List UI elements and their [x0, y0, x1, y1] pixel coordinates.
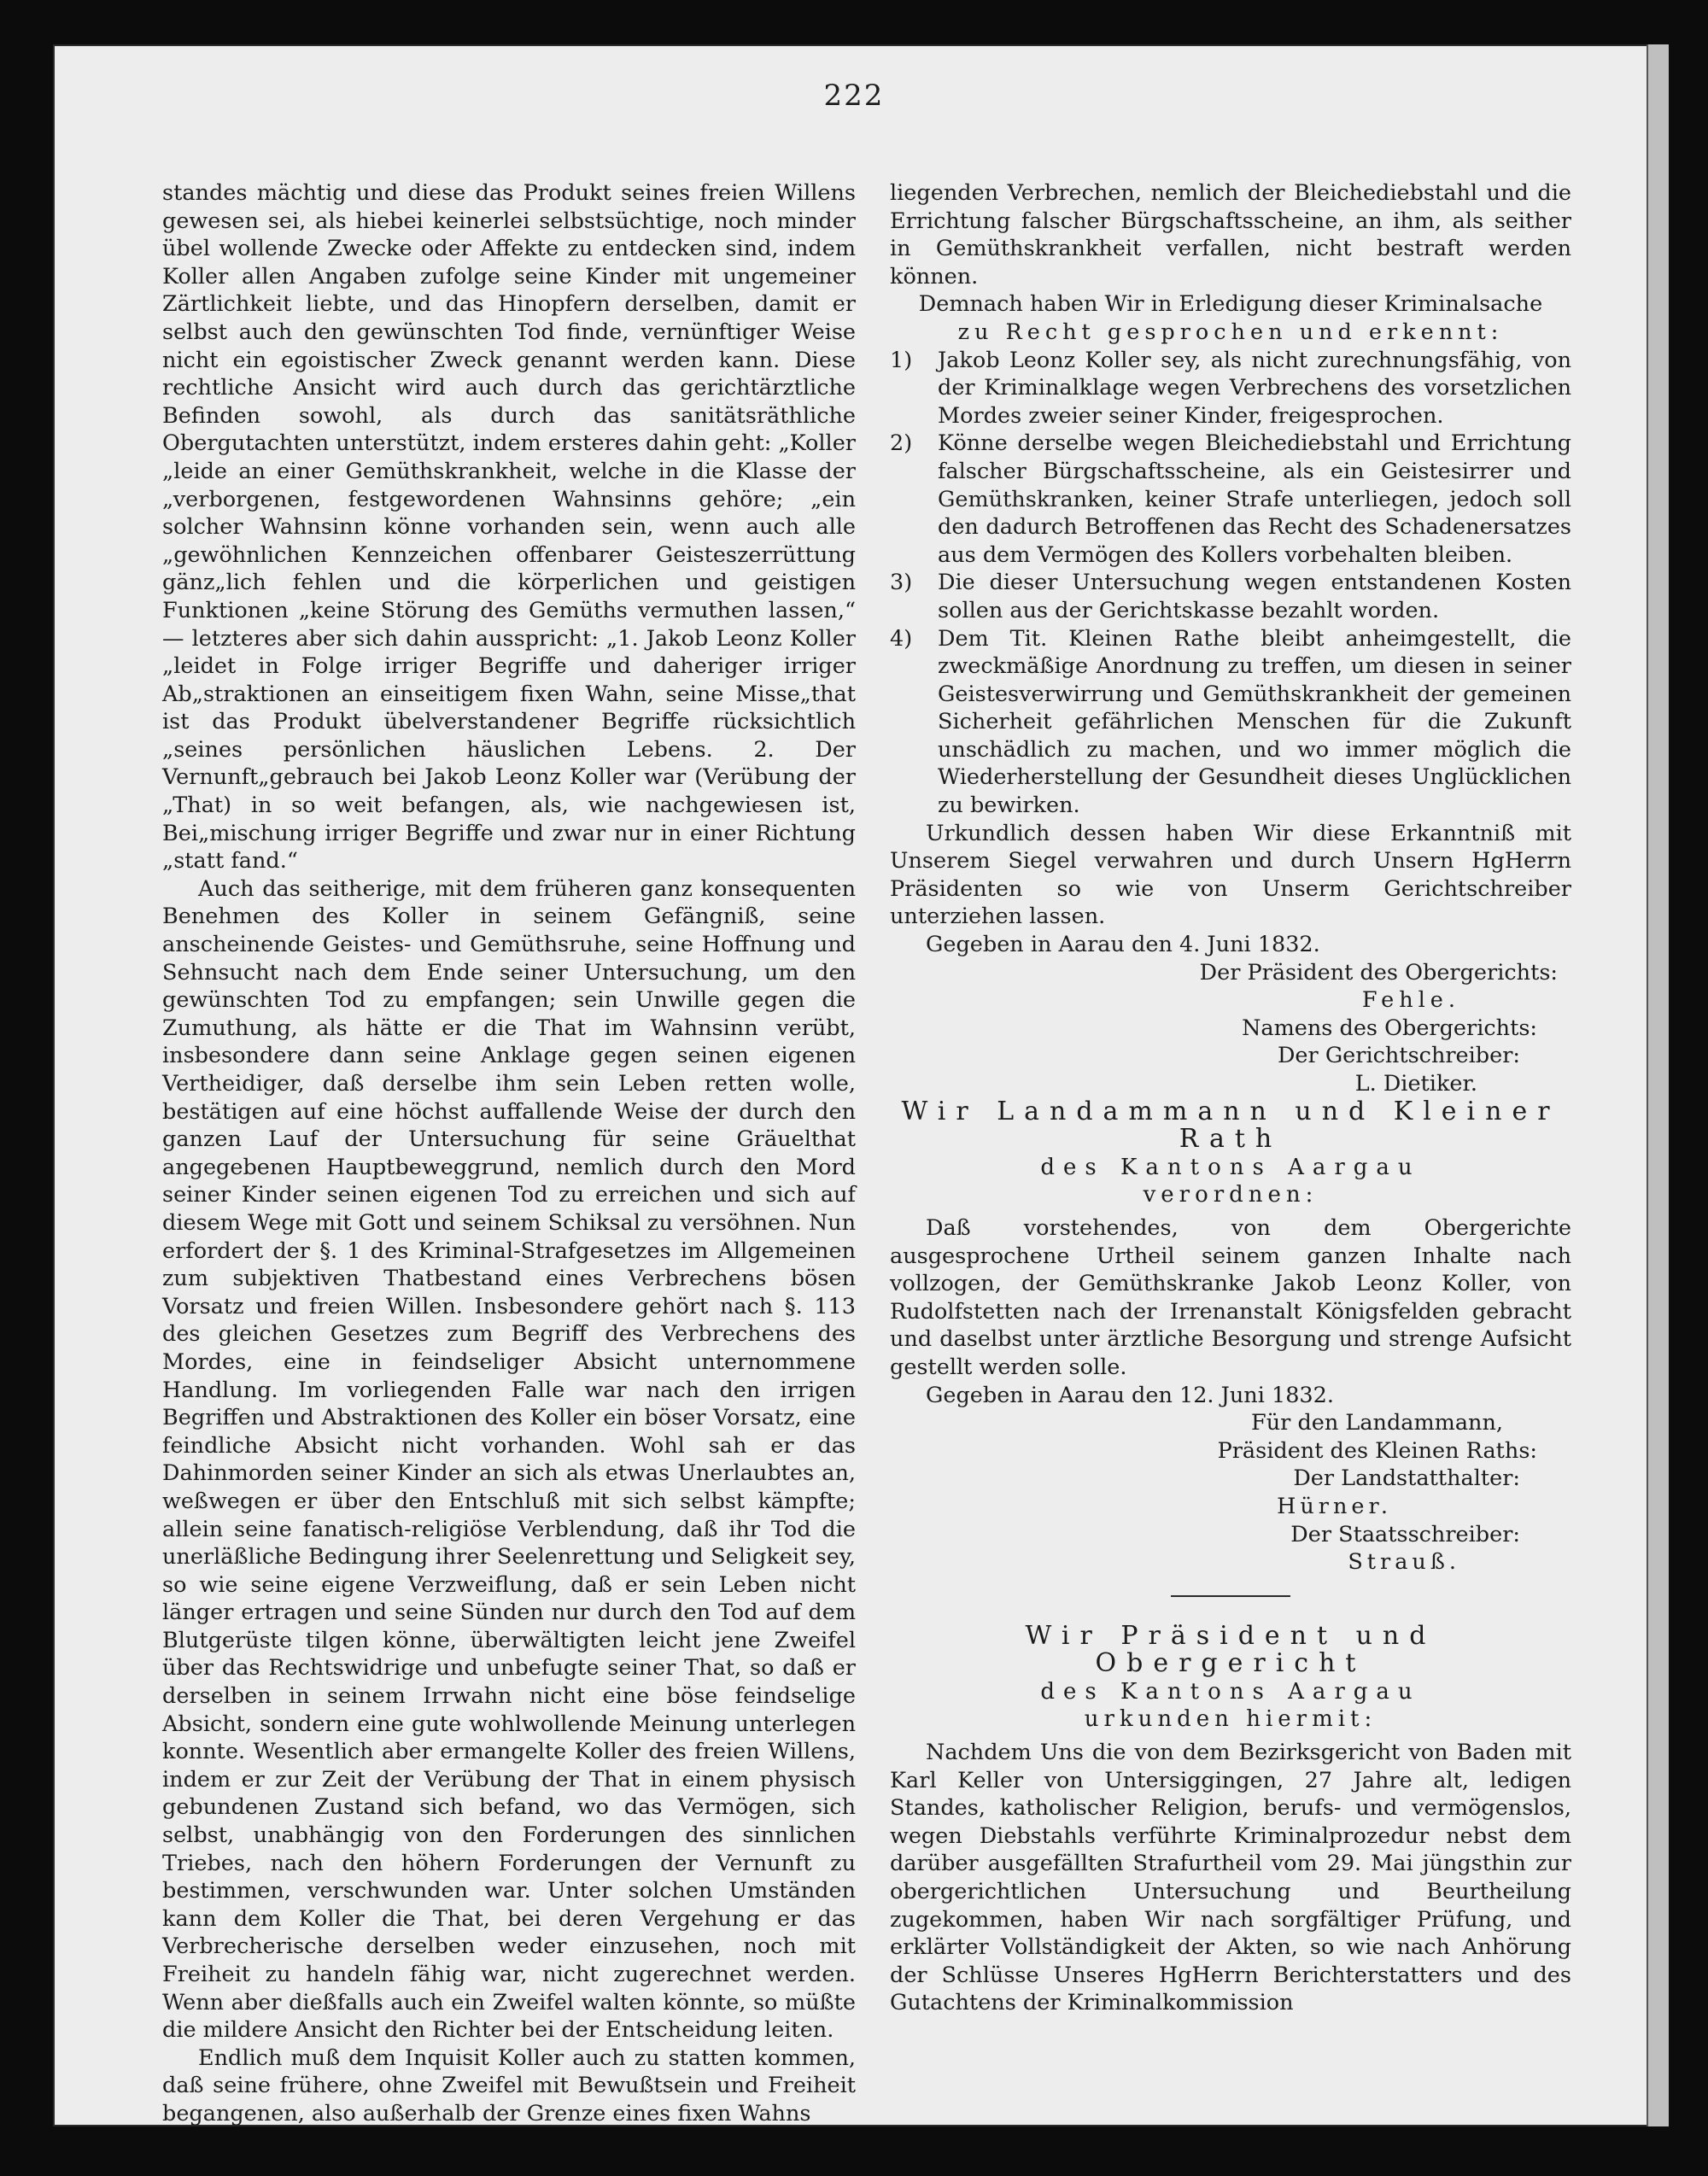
verdict-heading: zu Recht gesprochen und erkennt:: [957, 319, 1504, 345]
section-heading: Wir Präsident und Obergericht: [1025, 1620, 1436, 1679]
date-line: Gegeben in Aarau den 4. Juni 1832.: [926, 932, 1320, 958]
signature-name: Fehle.: [1361, 987, 1460, 1014]
verdict-text: Jakob Leonz Koller sey, als nicht zurechnungsfähig, von der Kriminalklage wegen Verbrechens des vorsetzlichen Mordes zweier seiner Kinder, freigesprochen.: [938, 347, 1571, 429]
section-subheading: des Kantons Aargau: [1040, 1678, 1421, 1705]
section-heading: Wir Landammann und Kleiner Rath: [901, 1096, 1560, 1155]
signature-title: Für den Landammann,: [1251, 1410, 1503, 1436]
next-page-edge: [1647, 44, 1669, 2126]
verdict-text: Die dieser Untersuchung wegen entstandenen Kosten sollen aus der Gerichtskasse bezahlt worden.: [938, 570, 1571, 623]
order-paragraph: Daß vorstehendes, von dem Obergerichte ausgesprochene Urtheil seinem ganzen Inhalte nach vollzogen, der Gemüthskranke Jakob Leonz Koller, von Rudolfstetten nach der Irrenanstalt Königsfelden gebracht und daselbst unter ärztliche Besorgung und strenge Aufsicht gestellt werden solle.: [890, 1214, 1571, 1380]
page-number: 222: [823, 79, 885, 113]
verdict-text: Könne derselbe wegen Bleichediebstahl und Errichtung falscher Bürgschaftsscheine, als ein Geistesirrer und Gemüthskranken, keiner Strafe unterliegen, jedoch soll den dadurch Betroffenen das Recht des Schadenersatzes aus dem Vermögen des Kollers vorbehalten bleiben.: [938, 430, 1571, 568]
verdict-item: [890, 347, 1571, 430]
verdict-number: 4): [890, 625, 913, 652]
verdict-number: 3): [890, 570, 913, 596]
intro-paragraph: liegenden Verbrechen, nemlich der Bleichediebstahl und die Errichtung falscher Bürgschaftsscheine, an ihm, als seither in Gemüthskrankheit verfallen, nicht bestraft werden können.: [890, 180, 1571, 290]
verdict-item: [890, 625, 1571, 820]
verdict-item: [890, 430, 1571, 569]
signature-name: Hürner.: [1277, 1493, 1392, 1519]
final-paragraph: Nachdem Uns die von dem Bezirksgericht von Baden mit Karl Keller von Untersiggingen, 27 Jahre alt, ledigen Standes, katholischer Religion, berufs- und vermögenslos, wegen Diebstahls verführte Kriminalprozedur nebst dem darüber ausgefällten Strafurtheil vom 29. Mai jüngsthin zur obergerichtlichen Untersuchung und Beurtheilung zugekommen, haben Wir nach sorgfältiger Prüfung, und erklärter Vollständigkeit der Akten, so wie nach Anhörung der Schlüsse Unseres HgHerrn Berichterstatters und des Gutachtens der Kriminalkommission: [890, 1740, 1571, 2016]
right-column: [890, 179, 1571, 2041]
signature-title: Der Landstatthalter:: [1293, 1465, 1520, 1492]
left-column: [162, 179, 856, 2126]
signature-title: Der Gerichtschreiber:: [1277, 1043, 1520, 1069]
section-divider: [1171, 1595, 1290, 1597]
date-line: Gegeben in Aarau den 12. Juni 1832.: [926, 1382, 1334, 1408]
urkundlich-paragraph: Urkundlich dessen haben Wir diese Erkanntniß mit Unserem Siegel verwahren und durch Unsern HgHerrn Präsidenten so wie von Unserm Gerichtschreiber unterziehen lassen.: [890, 820, 1571, 930]
demnach-line: Demnach haben Wir in Erledigung dieser Kriminalsache: [918, 291, 1543, 318]
signature-title: Präsident des Kleinen Raths:: [1217, 1437, 1537, 1464]
signature-title: Der Präsident des Obergerichts:: [1199, 959, 1558, 986]
verdict-number: 2): [890, 430, 913, 457]
left-paragraph: Endlich muß dem Inquisit Koller auch zu statten kommen, daß seine frühere, ohne Zweifel mit Bewußtsein und Freiheit begangenen, also außerhalb der Grenze eines fixen Wahns: [162, 2044, 856, 2126]
verdict-text: Dem Tit. Kleinen Rathe bleibt anheimgestellt, die zweckmäßige Anordnung zu treffen, um diesen in seiner Geistesverwirrung und Gemüthskrankheit der gemeinen Sicherheit gefährlichen Menschen für die Zukunft unschädlich zu machen, und wo immer möglich die Wiederherstellung der Gesundheit dieses Unglücklichen zu bewirken.: [938, 625, 1571, 819]
signature-title: Der Staatsschreiber:: [1290, 1521, 1520, 1547]
verdict-item: [890, 569, 1571, 624]
section-subheading: urkunden hiermit:: [1084, 1706, 1378, 1733]
verdict-number: 1): [890, 347, 913, 373]
section-subheading: des Kantons Aargau: [1040, 1154, 1421, 1180]
signature-title: Namens des Obergerichts:: [1242, 1015, 1537, 1041]
left-paragraph: standes mächtig und diese das Produkt seines freien Willens gewesen sei, als hiebei keinerlei selbstsüchtige, noch minder übel wollende Zwecke oder Affekte zu entdecken sind, indem Koller allen Angaben zufolge seine Kinder mit ungemeiner Zärtlichkeit liebte, und das Hinopfern derselben, damit er selbst auch den gewünschten Tod finde, vernünftiger Weise nicht ein egoistischer Zweck genannt werden kann. Diese rechtliche Ansicht wird auch durch das gerichtärztliche Befinden sowohl, als durch das sanitätsräthliche Obergutachten unterstützt, indem ersteres dahin geht: „Koller „leide an einer Gemüthskrankheit, welche in die Klasse der „verborgenen, festgewordenen Wahnsinns gehöre; „ein solcher Wahnsinn könne vorhanden sein, wenn auch alle „gewöhnlichen Kennzeichen offenbarer Geisteszerrüttung gänz„lich fehlen und die körperlichen und geistigen Funktionen „keine Störung des Gemüths vermuthen lassen,“ — letzteres aber sich dahin ausspricht: „1. Jakob Leonz Koller „leidet in Folge irriger Begriffe und daheriger irriger Ab„straktionen an einseitigem fixen Wahn, seine Misse„that ist das Produkt übelverstandener Begriffe rücksichtlich „seines persönlichen häuslichen Lebens. 2. Der Vernunft„gebrauch bei Jakob Leonz Koller war (Verübung der „That) in so weit befangen, als, wie nachgewiesen ist, Bei„mischung irriger Begriffe und zwar nur in einer Richtung „statt fand.“: [162, 180, 856, 874]
verdict-list: [890, 347, 1571, 820]
left-paragraph: Auch das seitherige, mit dem früheren ganz konsequenten Benehmen des Koller in seinem Gefängniß, seine anscheinende Geistes- und Gemüthsruhe, seine Hoffnung und Sehnsucht nach dem Ende seiner Untersuchung, um den gewünschten Tod zu empfangen; sein Unwille gegen die Zumuthung, als hätte er die That im Wahnsinn verübt, insbesondere dann seine Anklage gegen seinen eigenen Vertheidiger, daß derselbe ihm sein Leben retten wolle, bestätigen auf eine höchst auffallende Weise der durch den ganzen Lauf der Untersuchung für seine Gräuelthat angegebenen Hauptbeweggrund, nemlich durch den Mord seiner Kinder seinen eigenen Tod zu erreichen und sich auf diesem Wege mit Gott und seinem Schiksal zu versöhnen. Nun erfordert der §. 1 des Kriminal-Strafgesetzes im Allgemeinen zum subjektiven Thatbestand eines Verbrechens bösen Vorsatz und freien Willen. Insbesondere gehört nach §. 113 des gleichen Gesetzes zum Begriff des Verbrechens des Mordes, eine in feindseliger Absicht unternommene Handlung. Im vorliegenden Falle war nach den irrigen Begriffen und Abstraktionen des Koller ein böser Vorsatz, eine feindliche Absicht nicht vorhanden. Wohl sah er das Dahinmorden seiner Kinder an sich als etwas Unerlaubtes an, weßwegen er über den Entschluß mit sich selbst kämpfte; allein seine fanatisch-religiöse Verblendung, daß ihr Tod die unerläßliche Bedingung ihrer Seelenrettung und Seligkeit sey, so wie seine eigene Verzweiflung, daß er sein Leben nicht länger ertragen und seine Sünden nur durch den Tod auf dem Blutgerüste tilgen könne, überwältigten leicht jene Zweifel über das Rechtswidrige und unbefugte seiner That, so daß er derselben in seinem Irrwahn nicht eine böse feindselige Absicht, sondern eine gute wohlwollende Meinung unterlegen konnte. Wesentlich aber ermangelte Koller des freien Willens, indem er zur Zeit der Verübung der That in einem physisch gebundenen Zustand sich befand, wo das Vermögen, sich selbst, unabhängig von den Forderungen des sinnlichen Triebes, nach den höhern Forderungen der Vernunft zu bestimmen, verschwunden war. Unter solchen Umständen kann dem Koller die That, bei deren Vergehung er das Verbrecherische derselben weder einzusehen, noch mit Freiheit zu handeln fähig war, nicht zugerechnet werden. Wenn aber dießfalls auch ein Zweifel walten könnte, so müßte die mildere Ansicht den Richter bei der Entscheidung leiten.: [162, 875, 856, 2044]
signature-name: Strauß.: [1348, 1549, 1460, 1576]
signature-name: L. Dietiker.: [1354, 1071, 1477, 1097]
section-subheading: verordnen:: [1143, 1182, 1319, 1208]
